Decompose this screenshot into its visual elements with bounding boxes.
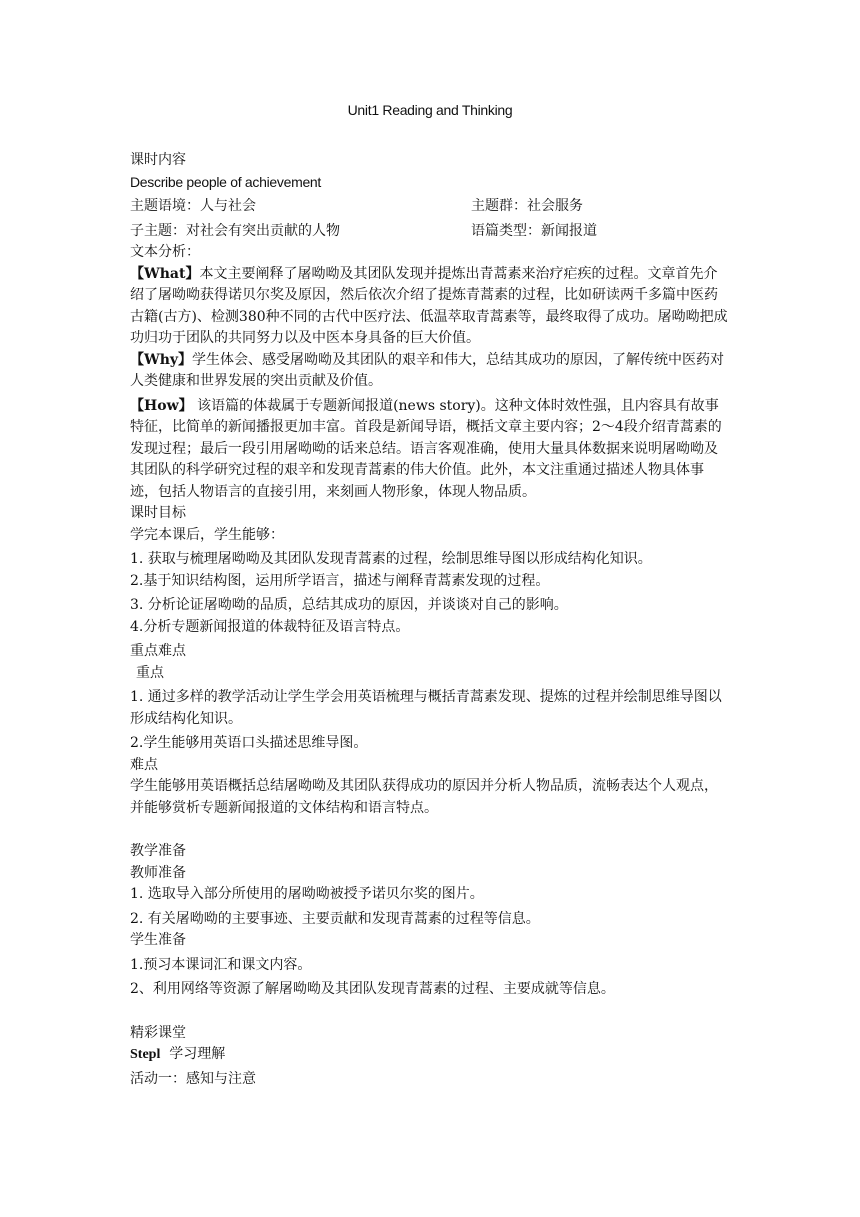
objective-item: 1. 获取与梳理屠呦呦及其团队发现青蒿素的过程，绘制思维导图以形成结构化知识。: [130, 551, 652, 567]
why-text: 学生体会、感受屠呦呦及其团队的艰辛和伟大，总结其成功的原因，了解传统中医药对人类健康和世界发展的突出贡献及价值。: [130, 351, 725, 389]
focus-label: 重点: [136, 664, 164, 681]
focus-item: 1. 通过多样的教学活动让学生学会用英语梳理与概括青蒿素发现、提炼的过程并绘制思维导图以形成结构化知识。: [130, 689, 722, 727]
why-paragraph: [130, 350, 730, 393]
teacher-prep-item: 1. 选取导入部分所使用的屠呦呦被授予诺贝尔奖的图片。: [130, 886, 484, 902]
step-text: 学习理解: [169, 1046, 226, 1062]
what-paragraph: [130, 264, 730, 350]
preparation-heading: 教学准备: [130, 843, 186, 859]
student-prep-item: 2、利用网络等资源了解屠呦呦及其团队发现青蒿素的过程、主要成就等信息。: [130, 981, 615, 997]
how-text: 该语篇的体裁属于专题新闻报道(news story)。这种文体时效性强，且内容具有故事特征，比简单的新闻播报更加丰富。首段是新闻导语，概括文章主要内容；2～4段介绍青蒿素的发现过程；最后一段引用屠呦呦的话来总结。语言客观准确，使用大量具体数据来说明屠呦呦及其团队的科学研究过程的艰辛和发现青蒿素的伟大价值。此外，本文注重通过描述人物具体事迹，包括人物语言的直接引用，来刻画人物形象，体现人物品质。: [130, 397, 722, 500]
objective-item: 4.分析专题新闻报道的体裁特征及语言特点。: [130, 618, 410, 635]
why-label: 【Why】: [130, 351, 193, 368]
activity-line: 活动一：感知与注意: [130, 1070, 256, 1087]
what-label: 【What】: [130, 265, 200, 282]
how-label: 【How】: [130, 397, 193, 414]
teacher-prep-item: 2. 有关屠呦呦的主要事迹、主要贡献和发现青蒿素的过程等信息。: [130, 910, 540, 927]
teacher-prep-label: 教师准备: [130, 864, 186, 881]
objective-item: 2.基于知识结构图，运用所学语言，描述与阐释青蒿素发现的过程。: [130, 572, 550, 589]
objective-item: 3. 分析论证屠呦呦的品质，总结其成功的原因，并谈谈对自己的影响。: [130, 597, 568, 613]
document-body: [130, 150, 730, 1090]
theme-group: 主题群：社会服务: [471, 198, 583, 214]
theme-context: 主题语境：人与社会: [130, 198, 256, 214]
meta-row-2: [130, 221, 730, 243]
genre: 语篇类型：新闻报道: [471, 222, 597, 239]
classroom-heading: 精彩课堂: [130, 1024, 186, 1041]
focus-item: 2.学生能够用英语口头描述思维导图。: [130, 735, 368, 751]
objectives-intro: 学完本课后，学生能够：: [130, 526, 284, 543]
step-line: [130, 1044, 730, 1066]
sub-theme: 子主题：对社会有突出贡献的人物: [130, 222, 340, 239]
step-label: Stepl: [130, 1047, 161, 1062]
meta-row-1: [130, 196, 730, 218]
key-points-heading: 重点难点: [130, 643, 186, 659]
student-prep-item: 1.预习本课词汇和课文内容。: [130, 956, 312, 973]
lesson-subtitle: Describe people of achievement: [130, 173, 322, 190]
lesson-content-heading: 课时内容: [130, 152, 186, 168]
document-title: Unit1 Reading and Thinking: [347, 102, 513, 118]
text-analysis-heading: 文本分析：: [130, 244, 200, 260]
difficulty-text: 学生能够用英语概括总结屠呦呦及其团队获得成功的原因并分析人物品质，流畅表达个人观点，并能够赏析专题新闻报道的文体结构和语言特点。: [130, 778, 718, 816]
how-paragraph: [130, 396, 730, 504]
what-text: 本文主要阐释了屠呦呦及其团队发现并提炼出青蒿素来治疗疟疾的过程。文章首先介绍了屠呦呦获得诺贝尔奖及原因，然后依次介绍了提炼青蒿素的过程，比如研读两千多篇中医药古籍(古方)、检测380种不同的古代中医疗法、低温萃取青蒿素等，最终取得了成功。屠呦呦把成功归功于团队的共同努力以及中医本身具备的巨大价值。: [130, 265, 728, 346]
objectives-heading: 课时目标: [130, 505, 186, 521]
difficulty-label: 难点: [130, 756, 158, 773]
student-prep-label: 学生准备: [130, 932, 186, 948]
